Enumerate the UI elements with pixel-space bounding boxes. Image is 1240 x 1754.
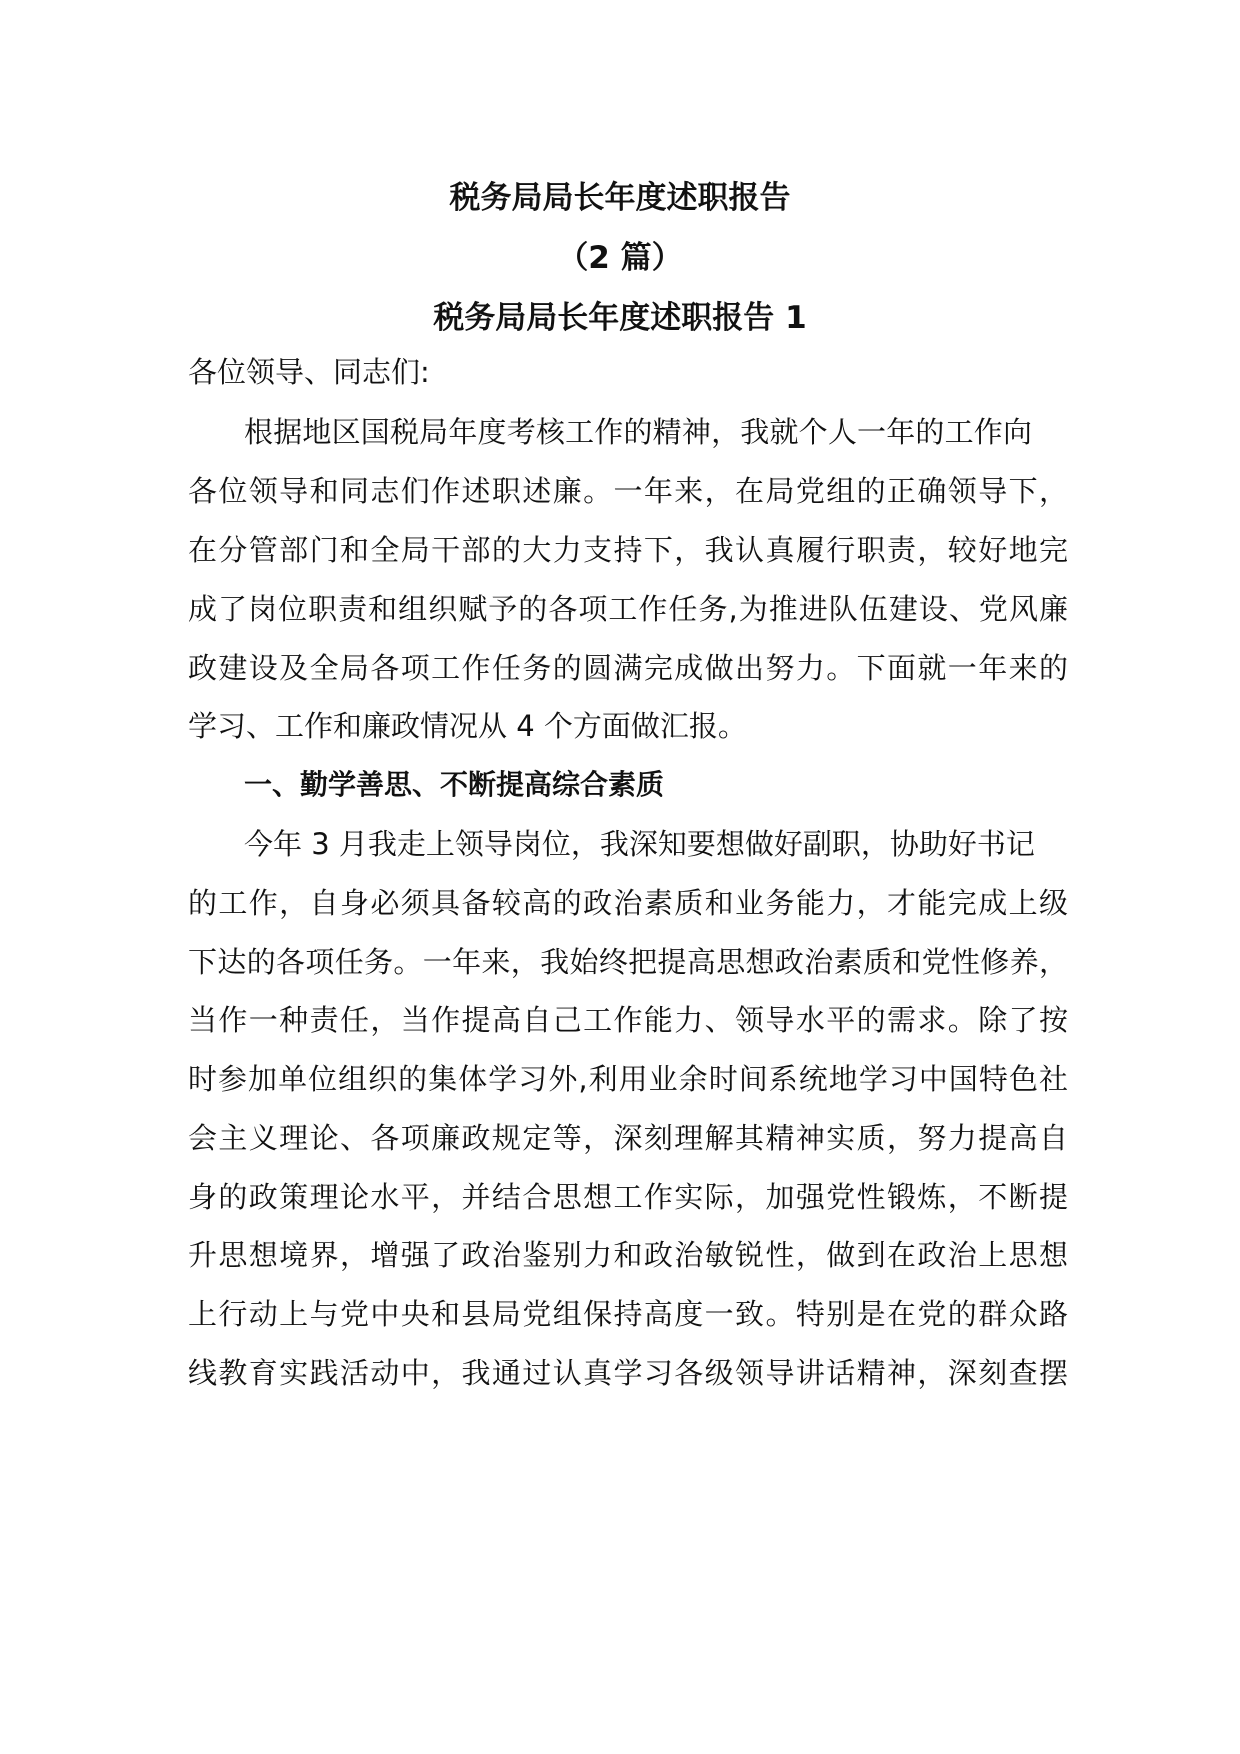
- paragraph-line: 时参加单位组织的集体学习外,利用业余时间系统地学习中国特色社: [188, 1062, 1068, 1096]
- section-heading: 一、勤学善思、不断提高综合素质: [244, 768, 665, 801]
- paragraph-line: 升思想境界，增强了政治鉴别力和政治敏锐性，做到在政治上思想: [188, 1238, 1068, 1272]
- salutation: 各位领导、同志们:: [188, 355, 430, 389]
- paragraph-line: 学习、工作和廉政情况从 4 个方面做汇报。: [188, 709, 747, 743]
- paragraph-line: 身的政策理论水平，并结合思想工作实际，加强党性锻炼，不断提: [188, 1180, 1068, 1214]
- document-title: 税务局局长年度述职报告: [449, 180, 791, 216]
- paragraph-line: 今年 3 月我走上领导岗位，我深知要想做好副职，协助好书记: [244, 827, 1035, 861]
- paragraph-line: 政建设及全局各项工作任务的圆满完成做出努力。下面就一年来的: [188, 651, 1068, 685]
- paragraph-line: 成了岗位职责和组织赋予的各项工作任务,为推进队伍建设、党风廉: [188, 592, 1068, 626]
- paragraph-line: 线教育实践活动中，我通过认真学习各级领导讲话精神，深刻查摆: [188, 1356, 1068, 1390]
- paragraph-line: 在分管部门和全局干部的大力支持下，我认真履行职责，较好地完: [188, 533, 1068, 567]
- paragraph-line: 当作一种责任，当作提高自己工作能力、领导水平的需求。除了按: [188, 1003, 1068, 1037]
- paragraph-line: 的工作，自身必须具备较高的政治素质和业务能力，才能完成上级: [188, 886, 1068, 920]
- paragraph-line: 会主义理论、各项廉政规定等，深刻理解其精神实质，努力提高自: [188, 1121, 1068, 1155]
- paragraph-line: 上行动上与党中央和县局党组保持高度一致。特别是在党的群众路: [188, 1297, 1068, 1331]
- paragraph-line: 根据地区国税局年度考核工作的精神，我就个人一年的工作向: [244, 415, 1032, 449]
- section-title: 税务局局长年度述职报告 1: [433, 300, 807, 336]
- paragraph-line: 各位领导和同志们作述职述廉。一年来，在局党组的正确领导下，: [188, 474, 1068, 508]
- document-subtitle: （2 篇）: [557, 240, 683, 276]
- paragraph-line: 下达的各项任务。一年来，我始终把提高思想政治素质和党性修养，: [188, 945, 1068, 979]
